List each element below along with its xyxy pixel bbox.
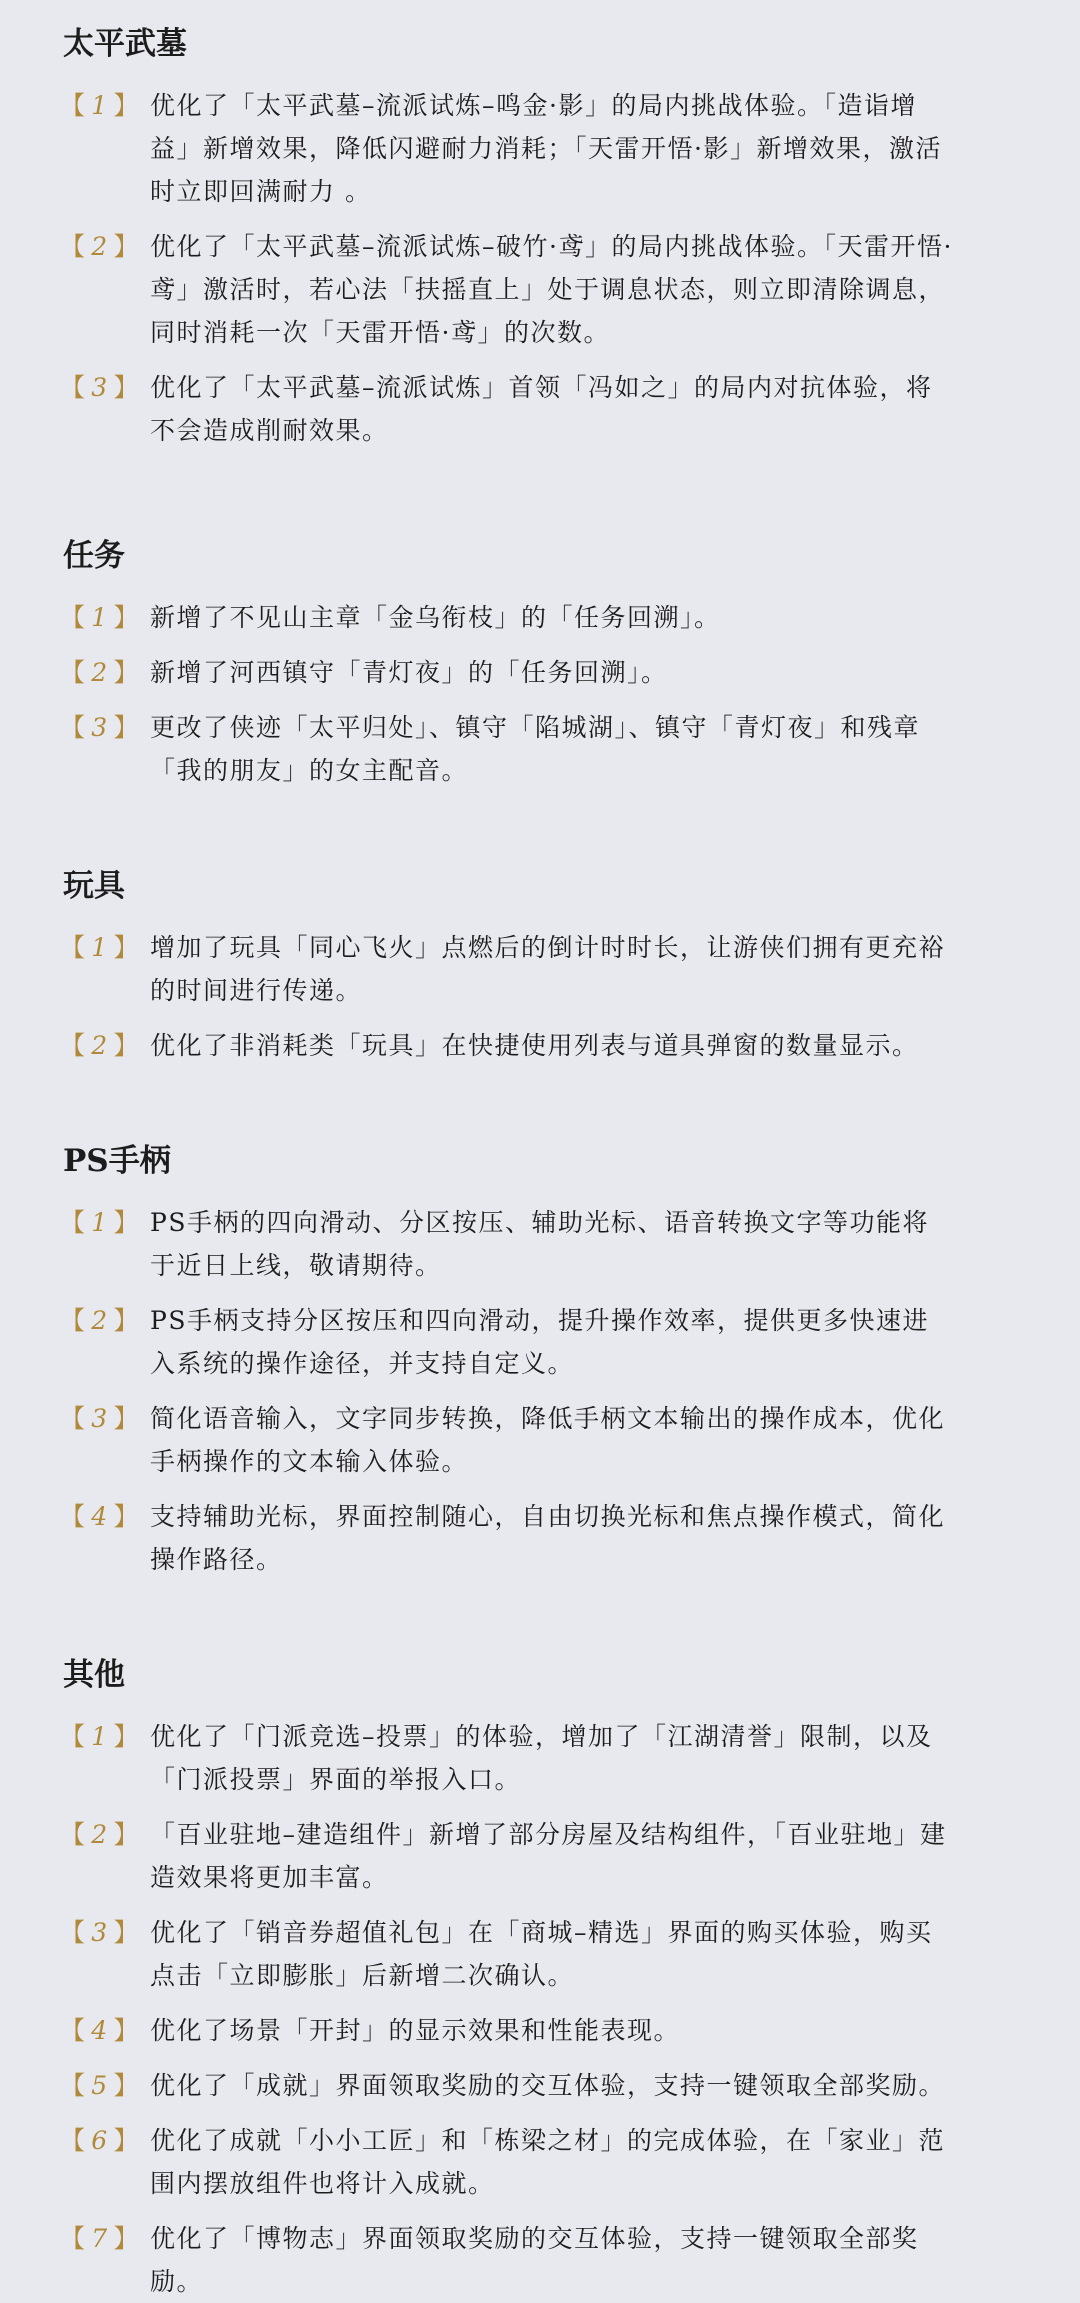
list-item bbox=[0, 651, 955, 694]
item-index bbox=[60, 84, 140, 127]
bracket-open: 【 bbox=[60, 1404, 87, 1433]
bracket-close: 】 bbox=[113, 1918, 140, 1947]
list-item bbox=[0, 225, 955, 354]
bracket-close: 】 bbox=[113, 2126, 140, 2155]
item-text: 增加了玩具「同心飞火」点燃后的倒计时时长，让游侠们拥有更充裕的时间进行传递。 bbox=[150, 933, 946, 1005]
bracket-close: 】 bbox=[113, 1208, 140, 1237]
item-number: 3 bbox=[91, 373, 109, 402]
item-number: 3 bbox=[91, 1404, 109, 1433]
section bbox=[0, 864, 1080, 1067]
bracket-close: 】 bbox=[113, 1306, 140, 1335]
bracket-close: 】 bbox=[113, 2016, 140, 2045]
list-item bbox=[0, 926, 955, 1012]
item-number: 4 bbox=[91, 1502, 109, 1531]
item-number: 1 bbox=[91, 933, 109, 962]
bracket-open: 【 bbox=[60, 1820, 87, 1849]
item-index bbox=[60, 1024, 140, 1067]
item-number: 5 bbox=[91, 2071, 109, 2100]
item-text: 优化了「太平武墓–流派试炼–破竹·鸢」的局内挑战体验。「天雷开悟·鸢」激活时，若心法「扶摇直上」处于调息状态，则立即清除调息，同时消耗一次「天雷开悟·鸢」的次数。 bbox=[150, 232, 953, 347]
list-item bbox=[0, 1299, 955, 1385]
item-index bbox=[60, 1813, 140, 1856]
item-number: 3 bbox=[91, 713, 109, 742]
list-item bbox=[0, 2009, 955, 2052]
item-text: 支持辅助光标，界面控制随心，自由切换光标和焦点操作模式，简化操作路径。 bbox=[150, 1502, 946, 1574]
bracket-open: 【 bbox=[60, 2071, 87, 2100]
item-text: 优化了场景「开封」的显示效果和性能表现。 bbox=[150, 2016, 681, 2045]
list-item bbox=[0, 2064, 955, 2107]
list-item bbox=[0, 1024, 955, 1067]
item-number: 4 bbox=[91, 2016, 109, 2045]
item-index bbox=[60, 1299, 140, 1342]
item-number: 3 bbox=[91, 1918, 109, 1947]
item-index bbox=[60, 706, 140, 749]
section bbox=[0, 1653, 1080, 2303]
bracket-close: 】 bbox=[113, 2071, 140, 2100]
item-text: 优化了成就「小小工匠」和「栋梁之材」的完成体验，在「家业」范围内摆放组件也将计入成就。 bbox=[150, 2126, 946, 2198]
item-number: 2 bbox=[91, 1306, 109, 1335]
bracket-close: 】 bbox=[113, 933, 140, 962]
item-number: 1 bbox=[91, 91, 109, 120]
bracket-close: 】 bbox=[113, 1404, 140, 1433]
list-item bbox=[0, 1813, 955, 1899]
bracket-close: 】 bbox=[113, 658, 140, 687]
item-index bbox=[60, 2119, 140, 2162]
section-title: 玩具 bbox=[63, 868, 125, 904]
list-item bbox=[0, 1201, 955, 1287]
bracket-close: 】 bbox=[113, 603, 140, 632]
list-item bbox=[0, 706, 955, 792]
item-index bbox=[60, 225, 140, 268]
item-text: PS手柄的四向滑动、分区按压、辅助光标、语音转换文字等功能将于近日上线，敬请期待。 bbox=[150, 1208, 929, 1280]
item-number: 1 bbox=[91, 603, 109, 632]
bracket-close: 】 bbox=[113, 2224, 140, 2253]
item-number: 2 bbox=[91, 658, 109, 687]
bracket-open: 【 bbox=[60, 1722, 87, 1751]
item-index bbox=[60, 1201, 140, 1244]
item-index bbox=[60, 926, 140, 969]
bracket-open: 【 bbox=[60, 2016, 87, 2045]
item-text: 优化了非消耗类「玩具」在快捷使用列表与道具弹窗的数量显示。 bbox=[150, 1031, 919, 1060]
item-text: 简化语音输入，文字同步转换，降低手柄文本输出的操作成本，优化手柄操作的文本输入体验。 bbox=[150, 1404, 946, 1476]
item-text: 「百业驻地–建造组件」新增了部分房屋及结构组件，「百业驻地」建造效果将更加丰富。 bbox=[150, 1820, 947, 1892]
bracket-close: 】 bbox=[113, 373, 140, 402]
item-text: 优化了「太平武墓–流派试炼」首领「冯如之」的局内对抗体验，将不会造成削耐效果。 bbox=[150, 373, 933, 445]
item-text: 优化了「门派竞选–投票」的体验，增加了「江湖清誉」限制，以及「门派投票」界面的举报入口。 bbox=[150, 1722, 933, 1794]
section-title: 太平武墓 bbox=[63, 26, 187, 62]
item-index bbox=[60, 2009, 140, 2052]
bracket-close: 】 bbox=[113, 713, 140, 742]
bracket-open: 【 bbox=[60, 1031, 87, 1060]
item-index bbox=[60, 1715, 140, 1758]
item-number: 2 bbox=[91, 232, 109, 261]
item-list bbox=[0, 1201, 1080, 1581]
item-index bbox=[60, 1911, 140, 1954]
bracket-open: 【 bbox=[60, 933, 87, 962]
list-item bbox=[0, 1911, 955, 1997]
item-number: 2 bbox=[91, 1031, 109, 1060]
item-text: 优化了「销音券超值礼包」在「商城–精选」界面的购买体验，购买点击「立即膨胀」后新增二次确认。 bbox=[150, 1918, 933, 1990]
bracket-open: 【 bbox=[60, 91, 87, 120]
bracket-open: 【 bbox=[60, 2126, 87, 2155]
item-text: PS手柄支持分区按压和四向滑动，提升操作效率，提供更多快速进入系统的操作途径，并支持自定义。 bbox=[150, 1306, 929, 1378]
bracket-close: 】 bbox=[113, 232, 140, 261]
bracket-close: 】 bbox=[113, 1502, 140, 1531]
list-item bbox=[0, 1397, 955, 1483]
list-item bbox=[0, 2217, 955, 2303]
list-item bbox=[0, 2119, 955, 2205]
bracket-open: 【 bbox=[60, 1918, 87, 1947]
section bbox=[0, 1139, 1080, 1581]
item-number: 6 bbox=[91, 2126, 109, 2155]
item-list bbox=[0, 1715, 1080, 2303]
section bbox=[0, 22, 1080, 452]
section-title: 任务 bbox=[63, 538, 125, 574]
list-item bbox=[0, 1715, 955, 1801]
item-index bbox=[60, 651, 140, 694]
bracket-open: 【 bbox=[60, 713, 87, 742]
section-title: PS手柄 bbox=[63, 1143, 171, 1179]
item-number: 1 bbox=[91, 1208, 109, 1237]
bracket-close: 】 bbox=[113, 1820, 140, 1849]
item-text: 优化了「博物志」界面领取奖励的交互体验，支持一键领取全部奖励。 bbox=[150, 2224, 919, 2296]
item-index bbox=[60, 596, 140, 639]
item-index bbox=[60, 2217, 140, 2260]
bracket-close: 】 bbox=[113, 91, 140, 120]
list-item bbox=[0, 84, 955, 213]
section-title: 其他 bbox=[63, 1657, 125, 1693]
bracket-open: 【 bbox=[60, 232, 87, 261]
list-item bbox=[0, 1495, 955, 1581]
list-item bbox=[0, 366, 955, 452]
item-number: 2 bbox=[91, 1820, 109, 1849]
bracket-open: 【 bbox=[60, 2224, 87, 2253]
item-index bbox=[60, 366, 140, 409]
item-list bbox=[0, 596, 1080, 792]
item-number: 7 bbox=[91, 2224, 109, 2253]
bracket-open: 【 bbox=[60, 1208, 87, 1237]
bracket-open: 【 bbox=[60, 603, 87, 632]
item-text: 更改了侠迹「太平归处」、镇守「陷城湖」、镇守「青灯夜」和残章「我的朋友」的女主配音。 bbox=[150, 713, 921, 785]
item-number: 1 bbox=[91, 1722, 109, 1751]
item-index bbox=[60, 2064, 140, 2107]
item-text: 优化了「太平武墓–流派试炼–鸣金·影」的局内挑战体验。「造诣增益」新增效果，降低闪避耐力消耗；「天雷开悟·影」新增效果，激活时立即回满耐力 。 bbox=[150, 91, 942, 206]
bracket-open: 【 bbox=[60, 1502, 87, 1531]
item-text: 新增了河西镇守「青灯夜」的「任务回溯」。 bbox=[150, 658, 668, 687]
bracket-open: 【 bbox=[60, 658, 87, 687]
bracket-close: 】 bbox=[113, 1031, 140, 1060]
bracket-close: 】 bbox=[113, 1722, 140, 1751]
list-item bbox=[0, 596, 955, 639]
item-list bbox=[0, 84, 1080, 452]
bracket-open: 【 bbox=[60, 373, 87, 402]
item-text: 新增了不见山主章「金乌衔枝」的「任务回溯」。 bbox=[150, 603, 721, 632]
section bbox=[0, 534, 1080, 792]
item-index bbox=[60, 1495, 140, 1538]
item-text: 优化了「成就」界面领取奖励的交互体验，支持一键领取全部奖励。 bbox=[150, 2071, 946, 2100]
item-list bbox=[0, 926, 1080, 1067]
item-index bbox=[60, 1397, 140, 1440]
bracket-open: 【 bbox=[60, 1306, 87, 1335]
